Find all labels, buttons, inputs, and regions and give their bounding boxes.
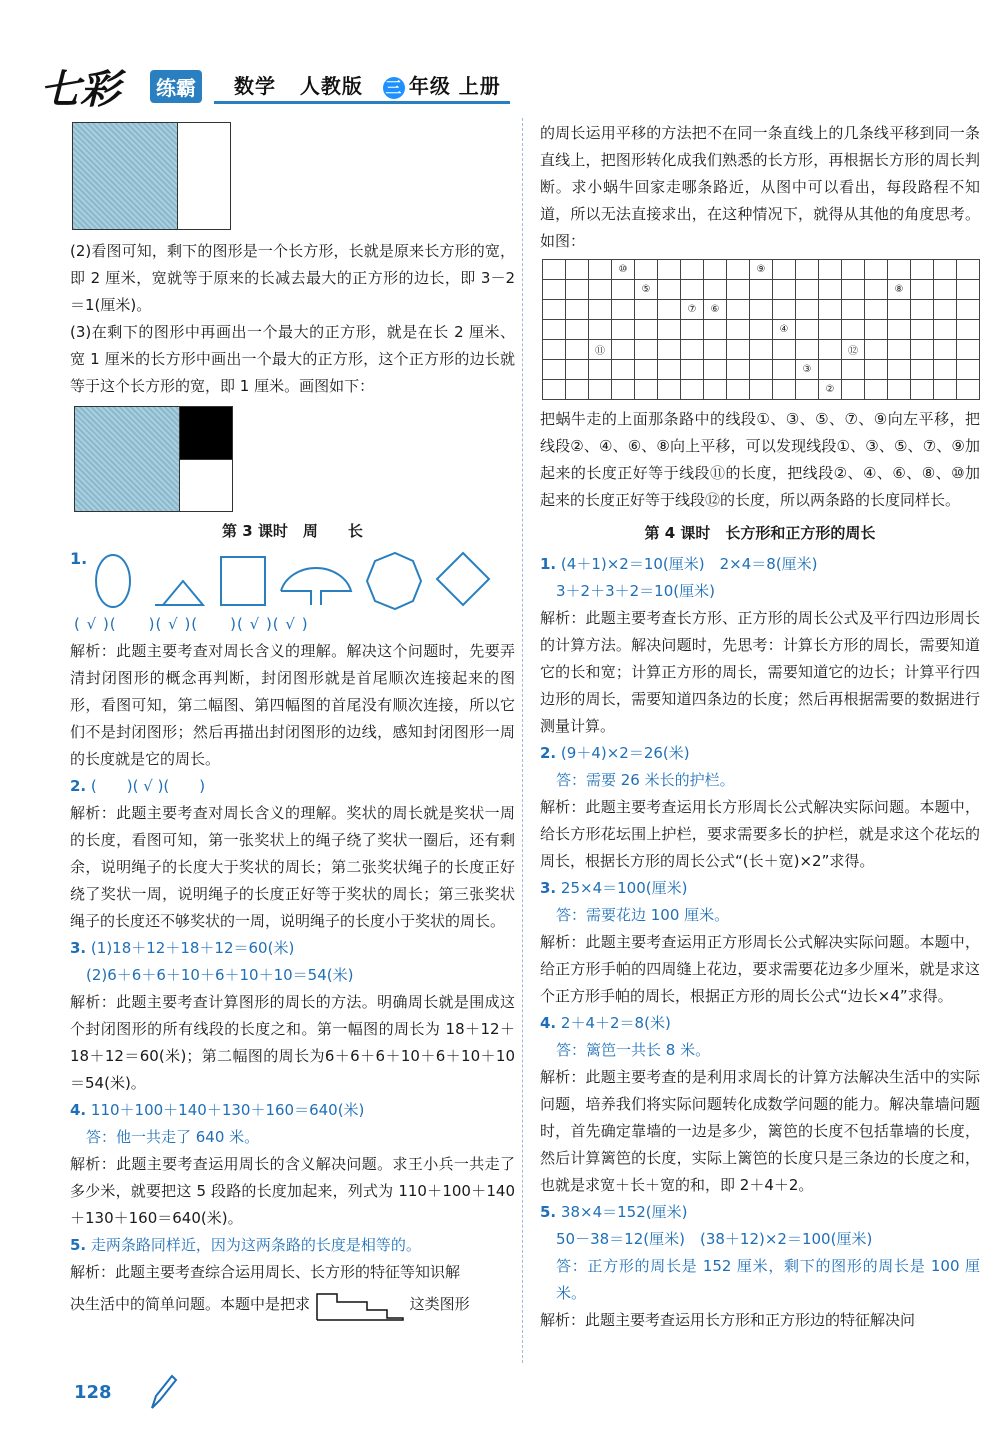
remaining-rect	[178, 122, 231, 230]
lesson-title: 第 3 课时 周 长	[222, 522, 363, 540]
grid-cell	[842, 300, 865, 320]
grid-cell	[750, 340, 773, 360]
question-number: 3.	[70, 939, 87, 957]
small-square-black	[180, 407, 232, 459]
grid-cell	[566, 360, 589, 380]
analysis: 解析：此题主要考查运用长方形周长公式解决实际问题。本题中，给长方形花坛围上护栏，要求需要多长的护栏，就是求这个花坛的周长，根据长方形的周长公式“(长＋宽)×2”求得。	[540, 798, 980, 870]
grid-cell	[704, 260, 727, 280]
grid-cell	[635, 260, 658, 280]
logo-tag: 练霸	[150, 70, 202, 103]
grid-cell	[888, 320, 911, 340]
grid-cell: ③	[796, 360, 819, 380]
grid-cell	[612, 280, 635, 300]
grid-cell	[957, 260, 980, 280]
answer-text: 走两条路同样近，因为这两条路的长度是相等的。	[90, 1236, 421, 1254]
grid-cell	[566, 340, 589, 360]
figure-rect-1	[72, 122, 515, 230]
grid-cell	[727, 280, 750, 300]
analysis-text: 这类图形	[409, 1295, 470, 1313]
grid-cell	[957, 340, 980, 360]
edition: 人教版	[299, 74, 363, 98]
grid-cell	[934, 340, 957, 360]
grid-cell	[911, 260, 934, 280]
grid-cell	[934, 280, 957, 300]
grid-cell	[589, 320, 612, 340]
question-number: 4.	[540, 1014, 557, 1032]
grid-cell	[750, 320, 773, 340]
grid-cell	[704, 340, 727, 360]
answer-marks: ( )( √ )( )	[90, 777, 206, 795]
grid-cell: ⑫	[842, 340, 865, 360]
question-number: 4.	[70, 1101, 87, 1119]
grid-cell	[911, 320, 934, 340]
grid-cell	[704, 280, 727, 300]
grid-cell	[819, 280, 842, 300]
answer-line: 38×4＝152(厘米)	[560, 1203, 688, 1221]
grid-cell	[681, 360, 704, 380]
grid-cell	[635, 380, 658, 400]
grade-badge: 三	[383, 77, 405, 99]
analysis: 解析：此题主要考查运用正方形周长公式解决实际问题。本题中，给正方形手帕的四周缝上花边，要求需要花边多少厘米，就是求这个正方形手帕的周长，根据正方形的周长公式“边长×4”求得。	[540, 933, 980, 1005]
answer-line: (9＋4)×2＝26(米)	[560, 744, 690, 762]
grid-cell: ④	[773, 320, 796, 340]
grid-cell	[635, 320, 658, 340]
grid-cell	[612, 360, 635, 380]
grid-cell	[566, 380, 589, 400]
grid-cell	[934, 260, 957, 280]
left-column	[70, 120, 515, 1322]
grid-cell	[796, 260, 819, 280]
grid-cell	[819, 340, 842, 360]
grid-cell	[612, 300, 635, 320]
square-shape	[221, 557, 265, 605]
grid-cell	[612, 340, 635, 360]
grid-cell	[773, 360, 796, 380]
grid-cell	[543, 320, 566, 340]
grid-cell	[589, 280, 612, 300]
answer-marks: ( √ )( )( √ )( )( √ )( √ )	[74, 615, 309, 633]
question-number: 3.	[540, 879, 557, 897]
grid-cell	[681, 380, 704, 400]
grid-cell	[543, 340, 566, 360]
answer-line: 2＋4＋2＝8(米)	[560, 1014, 671, 1032]
grid-cell	[957, 320, 980, 340]
grid-cell: ⑦	[681, 300, 704, 320]
column-divider	[522, 118, 523, 1363]
grid-cell	[543, 300, 566, 320]
grid-cell	[658, 320, 681, 340]
analysis: 解析：此题主要考查综合运用周长、长方形的特征等知识解	[70, 1263, 461, 1281]
grid-cell	[589, 300, 612, 320]
answer-line: (1)18＋12＋18＋12＝60(米)	[90, 939, 295, 957]
grid-cell	[796, 320, 819, 340]
grid-cell	[543, 260, 566, 280]
grid-cell	[773, 300, 796, 320]
grid-cell: ⑩	[612, 260, 635, 280]
grid-cell	[819, 320, 842, 340]
grid-cell	[566, 320, 589, 340]
grid-cell	[865, 300, 888, 320]
grid-cell	[888, 340, 911, 360]
grid-cell	[911, 280, 934, 300]
analysis: 解析：此题主要考查长方形、正方形的周长公式及平行四边形周长的计算方法。解决问题时，先思考：计算长方形的周长，需要知道它的长和宽；计算正方形的周长，需要知道它的边长；计算平行四边形的周长，需要知道四条边的长度；然后再根据需要的数据进行测量计算。	[540, 609, 980, 735]
grid-cell	[658, 300, 681, 320]
grid-cell	[727, 300, 750, 320]
grid-cell	[888, 260, 911, 280]
answer-text: 答：正方形的周长是 152 厘米，剩下的图形的周长是 100 厘米。	[556, 1257, 980, 1302]
grid-cell: ⑥	[704, 300, 727, 320]
open-triangle-shape	[155, 581, 203, 605]
grid-cell: ⑧	[888, 280, 911, 300]
analysis: 解析：此题主要考查计算图形的周长的方法。明确周长就是围成这个封闭图形的所有线段的长度之和。第一幅图的周长为 18＋12＋18＋12＝60(米)；第二幅图的周长为6＋6＋6＋10＋6＋10＋10＝54(米)。	[70, 993, 515, 1092]
grid-cell	[911, 360, 934, 380]
question-number: 2.	[70, 777, 87, 795]
grid-cell	[704, 320, 727, 340]
grid-cell	[842, 260, 865, 280]
grid-cell	[681, 340, 704, 360]
ellipse-shape	[96, 555, 130, 607]
right-column	[540, 120, 980, 1334]
grid-cell	[773, 260, 796, 280]
grid-cell	[750, 360, 773, 380]
grid-cell	[888, 380, 911, 400]
grid-cell	[727, 340, 750, 360]
small-rect	[180, 459, 232, 512]
grid-cell	[589, 260, 612, 280]
grid-cell	[957, 360, 980, 380]
paragraph: 的周长运用平移的方法把不在同一条直线上的几条线平移到同一条直线上，把图形转化成我们熟悉的长方形，再根据长方形的周长判断。求小蜗牛回家走哪条路近，从图中可以看出，每段路程不知道，所以无法直接求出，在这种情况下，就得从其他的角度思考。如图：	[540, 124, 980, 250]
grid-cell	[750, 280, 773, 300]
shapes-figure	[93, 549, 493, 611]
grid-cell	[957, 380, 980, 400]
grid-cell	[819, 260, 842, 280]
grid-cell	[750, 300, 773, 320]
analysis: 解析：此题主要考查运用周长的含义解决问题。求王小兵一共走了多少米，就要把这 5 段路的长度加起来，列式为 110＋100＋140＋130＋160＝640(米)。	[70, 1155, 515, 1227]
answer-line: (4＋1)×2＝10(厘米) 2×4＝8(厘米)	[560, 555, 818, 573]
grid-cell	[934, 360, 957, 380]
grid-cell	[727, 320, 750, 340]
question-number: 5.	[70, 1236, 87, 1254]
octagon-shape	[367, 553, 421, 609]
answer-text: 答：需要花边 100 厘米。	[556, 906, 730, 924]
answer-line: 110＋100＋140＋130＋160＝640(米)	[90, 1101, 365, 1119]
answer-text: 答：需要 26 米长的护栏。	[556, 771, 735, 789]
grid-cell	[819, 300, 842, 320]
answer-line: (2)6＋6＋6＋10＋6＋10＋10＝54(米)	[86, 966, 354, 984]
grid-cell	[635, 300, 658, 320]
answer-text: 答：篱笆一共长 8 米。	[556, 1041, 711, 1059]
answer-text: 答：他一共走了 640 米。	[86, 1128, 260, 1146]
header-underline	[214, 101, 510, 104]
grid-cell	[911, 340, 934, 360]
grid-cell	[842, 320, 865, 340]
grid-cell	[842, 280, 865, 300]
grid-cell	[957, 300, 980, 320]
grid-cell	[589, 380, 612, 400]
grid-cell	[888, 360, 911, 380]
grid-cell	[773, 280, 796, 300]
figure-rect-2	[74, 406, 515, 512]
grid-cell	[658, 280, 681, 300]
grid-cell	[543, 380, 566, 400]
grid-cell	[543, 360, 566, 380]
square-shaded	[72, 122, 178, 230]
analysis: 解析：此题主要考查对周长含义的理解。奖状的周长就是奖状一周的长度，看图可知，第一张奖状上的绳子绕了奖状一圈后，还有剩余，说明绳子的长度大于奖状的周长；第二张奖状绳子的长度正好绕了奖状一周，说明绳子的长度正好等于奖状的周长；第三张奖状绳子的长度还不够奖状的一周，说明绳子的长度小于奖状的周长。	[70, 804, 515, 930]
grid-cell: ⑨	[750, 260, 773, 280]
grid-cell	[566, 260, 589, 280]
grid-cell	[957, 280, 980, 300]
grid-cell	[566, 280, 589, 300]
grid-cell	[911, 380, 934, 400]
analysis: 解析：此题主要考查的是利用求周长的计算方法解决生活中的实际问题，培养我们将实际问题转化成数学问题的能力。解决靠墙问题时，首先确定靠墙的一边是多少，篱笆的长度不包括靠墙的长度，然后计算篱笆的长度，实际上篱笆的长度只是三条边的长度之和，也就是求宽＋长＋宽的和，即 2＋4＋2。	[540, 1068, 980, 1194]
analysis	[70, 1286, 515, 1322]
grid-cell	[865, 360, 888, 380]
grid-figure	[542, 259, 980, 400]
grid-cell	[635, 340, 658, 360]
question-number: 1.	[540, 555, 557, 573]
answer-line: 3＋2＋3＋2＝10(厘米)	[556, 582, 715, 600]
grid-cell	[658, 360, 681, 380]
header-title	[234, 70, 501, 99]
grid-cell	[635, 360, 658, 380]
grade: 年级	[408, 74, 451, 98]
grid-cell	[865, 260, 888, 280]
grid-cell	[704, 360, 727, 380]
grid-cell	[750, 380, 773, 400]
question-number: 5.	[540, 1203, 557, 1221]
paragraph: 把蜗牛走的上面那条路中的线段①、③、⑤、⑦、⑨向左平移，把线段②、④、⑥、⑧向上平移，可以发现线段①、③、⑤、⑦、⑨加起来的长度正好等于线段⑪的长度，把线段②、④、⑥、⑧、⑩加起来的长度正好等于线段⑫的长度，所以两条路的长度同样长。	[540, 410, 980, 509]
grid-cell: ⑪	[589, 340, 612, 360]
grid-cell	[819, 360, 842, 380]
page-number: 128	[74, 1382, 112, 1403]
grid-cell	[911, 300, 934, 320]
grid-cell	[658, 380, 681, 400]
grid-cell	[589, 360, 612, 380]
grid-cell	[796, 340, 819, 360]
grid-cell	[865, 280, 888, 300]
grid-cell	[934, 300, 957, 320]
grid-cell	[865, 320, 888, 340]
grid-cell: ⑤	[635, 280, 658, 300]
grid-cell	[658, 340, 681, 360]
grid-cell	[681, 280, 704, 300]
analysis-text: 决生活中的简单问题。本题中是把求	[70, 1295, 311, 1313]
grid-cell	[773, 340, 796, 360]
grid-cell	[727, 260, 750, 280]
term: 上册	[458, 74, 501, 98]
grid-cell	[543, 280, 566, 300]
grid-cell	[934, 320, 957, 340]
square-shaded	[74, 406, 180, 512]
grid-cell	[796, 380, 819, 400]
grid-cell	[796, 300, 819, 320]
grid-cell	[865, 380, 888, 400]
grid-cell	[934, 380, 957, 400]
grid-cell	[796, 280, 819, 300]
grid-cell	[727, 380, 750, 400]
grid-cell	[612, 380, 635, 400]
stairs-figure	[315, 1288, 405, 1322]
question-number: 1.	[70, 549, 88, 568]
pencil-icon	[148, 1372, 178, 1412]
grid-cell	[566, 300, 589, 320]
grid-cell	[704, 380, 727, 400]
grid-cell	[727, 360, 750, 380]
grid-cell	[681, 260, 704, 280]
grid-cell	[865, 340, 888, 360]
open-mushroom-shape	[281, 568, 351, 605]
logo: 七彩	[40, 66, 120, 113]
grid-cell	[681, 320, 704, 340]
diamond-shape	[437, 553, 489, 605]
answer-line: 50－38＝12(厘米) (38＋12)×2＝100(厘米)	[556, 1230, 873, 1248]
question-1	[70, 549, 515, 611]
analysis: 解析：此题主要考查对周长含义的理解。解决这个问题时，先要弄清封闭图形的概念再判断，封闭图形就是首尾顺次连接起来的图形，看图可知，第二幅图、第四幅图的首尾没有顺次连接，所以它们不是封闭图形；然后再描出封闭图形的边线，感知封闭图形一周的长度就是它的周长。	[70, 642, 515, 768]
question-number: 2.	[540, 744, 557, 762]
grid-cell	[773, 380, 796, 400]
grid-cell	[658, 260, 681, 280]
subject: 数学	[234, 74, 276, 98]
grid-cell	[888, 300, 911, 320]
grid-cell	[842, 360, 865, 380]
lesson-title: 第 4 课时 长方形和正方形的周长	[644, 524, 876, 542]
grid-cell: ②	[819, 380, 842, 400]
paragraph: (3)在剩下的图形中再画出一个最大的正方形，就是在长 2 厘米、宽 1 厘米的长方形中画出一个最大的正方形，这个正方形的边长就等于这个长方形的宽，即 1 厘米。画图如下：	[70, 323, 515, 395]
answer-line: 25×4＝100(厘米)	[560, 879, 688, 897]
analysis: 解析：此题主要考查运用长方形和正方形边的特征解决问	[540, 1311, 916, 1329]
paragraph: (2)看图可知，剩下的图形是一个长方形，长就是原来长方形的宽，即 2 厘米，宽就等于原来的长减去最大的正方形的边长，即 3－2＝1(厘米)。	[70, 242, 515, 314]
grid-cell	[842, 380, 865, 400]
grid-cell	[612, 320, 635, 340]
